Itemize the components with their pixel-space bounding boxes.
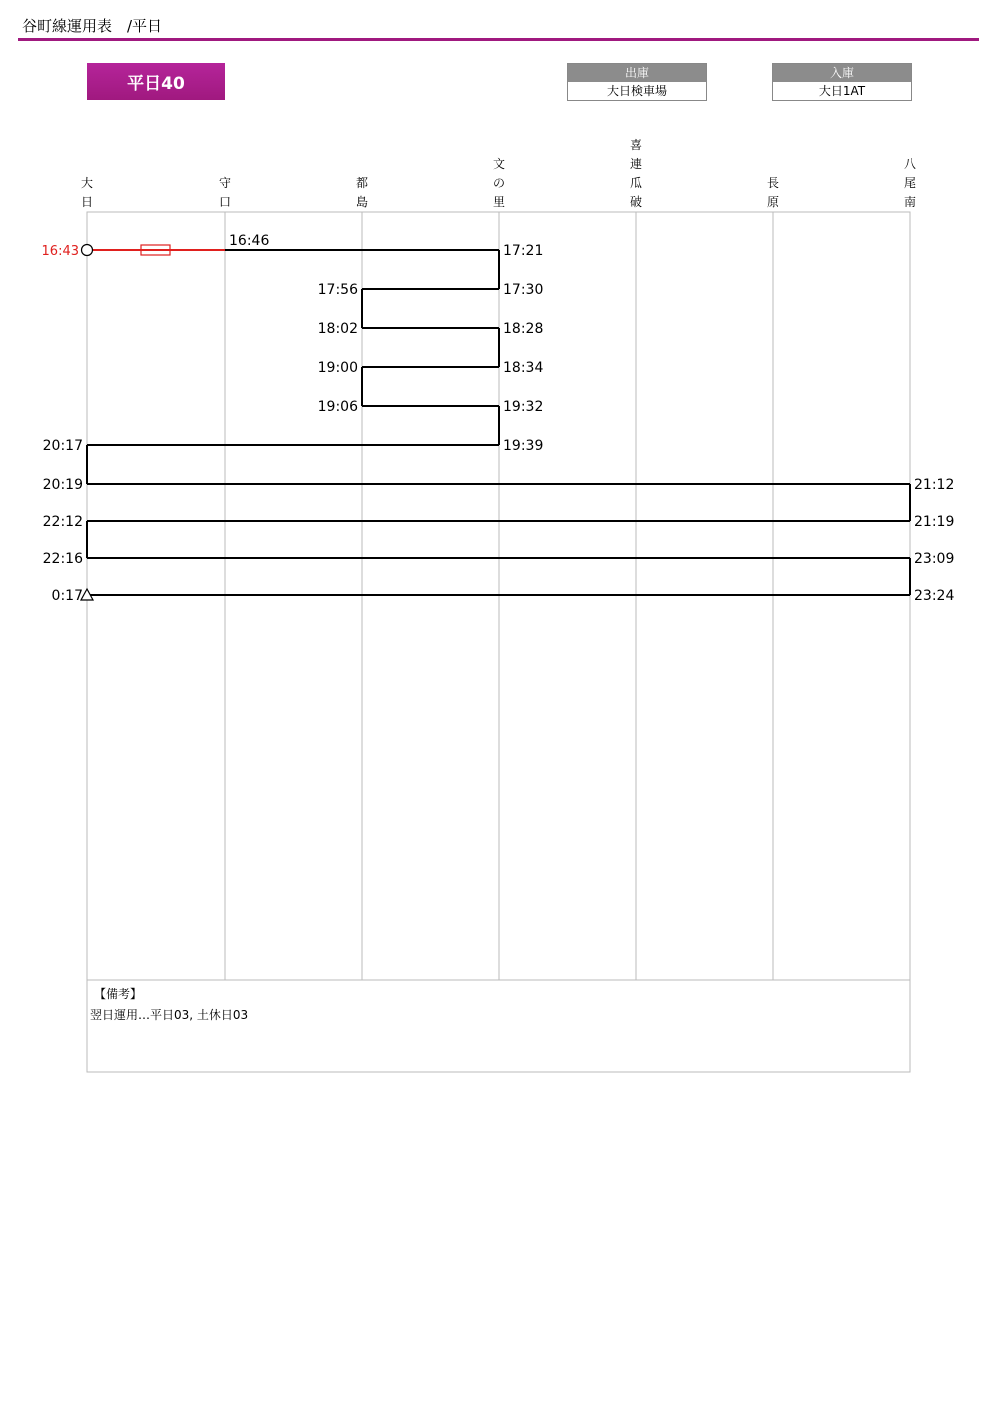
trip-arrival-time: 17:56 [317, 282, 358, 298]
station-label-char: 長 [766, 176, 780, 190]
station-label-char: 瓜 [629, 176, 643, 190]
trip-arrival-time: 17:21 [503, 243, 544, 259]
remarks-title: 【備考】 [94, 987, 143, 1001]
trip-departure-time: 23:24 [914, 588, 955, 604]
trip-arrival-time: 19:32 [503, 399, 544, 415]
station-label-char: 大 [80, 176, 94, 190]
depot-out-value: 大日検車場 [568, 82, 706, 100]
station-label-char: 喜 [629, 138, 643, 152]
trip-arrival-time: 19:00 [317, 360, 358, 376]
trip-departure-time: 21:19 [914, 514, 955, 530]
station-label-char: 口 [218, 195, 232, 209]
trip-arrival-time: 21:12 [914, 477, 955, 493]
station-label-char: 日 [80, 195, 94, 209]
trip-arrival-time: 23:09 [914, 551, 955, 567]
station-label-char: 守 [218, 176, 232, 190]
remarks-text: 翌日運用…平日03, 土休日03 [90, 1008, 249, 1022]
trip-departure-time: 16:46 [229, 233, 270, 249]
trip-departure-time: 19:06 [317, 399, 358, 415]
depot-in-label: 入庫 [773, 64, 911, 82]
station-label-char: 島 [355, 195, 369, 209]
station-label-char: 破 [629, 195, 643, 209]
station-label-char: 尾 [903, 176, 917, 190]
trip-departure-time: 22:16 [42, 551, 83, 567]
station-label-char: 文 [492, 157, 506, 171]
trip-arrival-time: 20:17 [42, 438, 83, 454]
trip-departure-time: 17:30 [503, 282, 544, 298]
station-label-char: 連 [629, 157, 643, 171]
station-label-char: 原 [766, 195, 780, 209]
trip-arrival-time: 22:12 [42, 514, 83, 530]
depot-out-label: 出庫 [568, 64, 706, 82]
station-label-char: 南 [903, 195, 917, 209]
station-label-char: の [492, 176, 506, 190]
departure-circle-icon [82, 245, 93, 256]
trip-departure-time: 19:39 [503, 438, 544, 454]
operation-badge: 平日40 [87, 63, 225, 100]
trip-arrival-time: 18:28 [503, 321, 544, 337]
deadhead-departure-time: 16:43 [41, 244, 79, 259]
page-title: 谷町線運用表 /平日 [22, 17, 163, 35]
station-label-char: 里 [492, 195, 506, 209]
trip-departure-time: 20:19 [42, 477, 83, 493]
trip-arrival-time: 0:17 [51, 588, 83, 604]
trip-departure-time: 18:02 [317, 321, 358, 337]
station-label-char: 八 [903, 157, 917, 171]
depot-in-value: 大日1AT [773, 82, 911, 100]
trip-departure-time: 18:34 [503, 360, 544, 376]
station-label-char: 都 [355, 176, 369, 190]
